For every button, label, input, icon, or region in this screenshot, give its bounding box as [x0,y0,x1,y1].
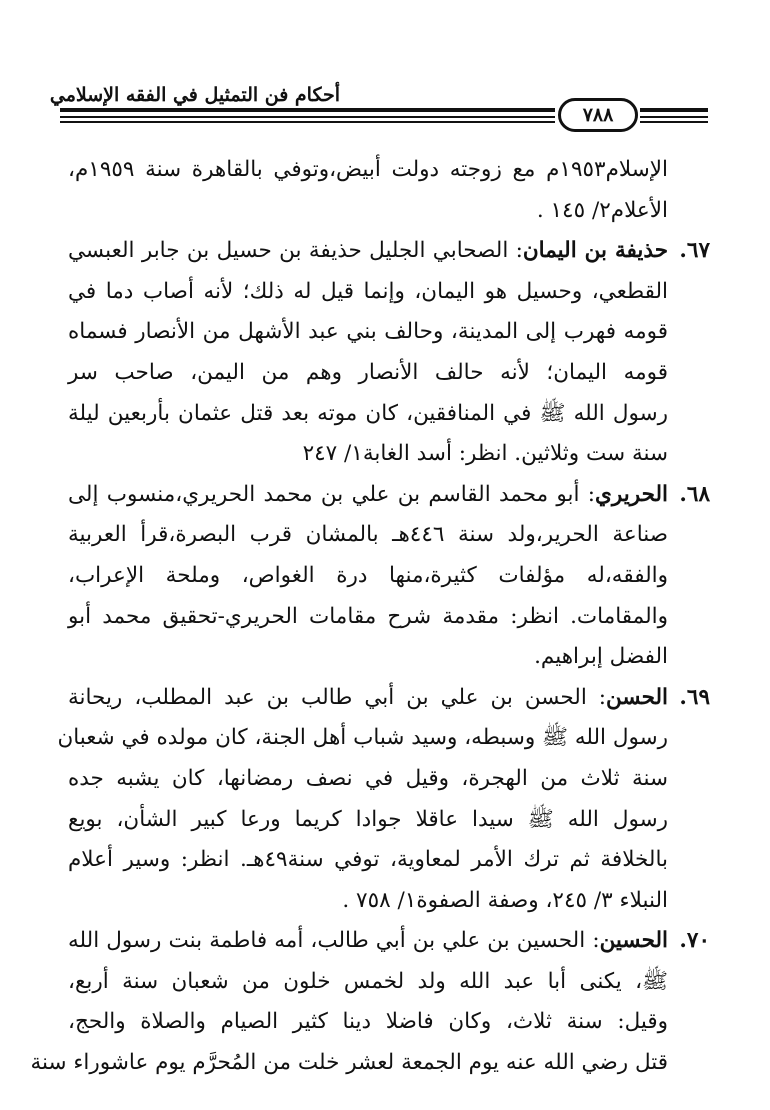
entry-number: ٧٠. [679,928,710,954]
entry-name: الحسن [606,684,668,710]
entry-text: : الحسن بن علي بن أبي طالب بن عبد المطلب، ريحانة [68,684,607,710]
header-rule [60,121,555,123]
main-text [30,150,710,1084]
text-line: والفقه،له مؤلفات كثيرة،منها درة الغواص، وملحة الإعراب، [68,562,668,588]
text-line: سنة ثلاث من الهجرة، وقيل في نصف رمضانها، كان يشبه جده [68,765,668,791]
header-rule [640,121,708,123]
text-line: النبلاء ٣/ ٢٤٥، وصفة الصفوة١/ ٧٥٨ . [342,887,668,913]
entry-number: ٦٨. [679,481,710,507]
text-line: وقيل: سنة ثلاث، وكان فاضلا دينا كثير الصيام والصلاة والحج، [68,1009,668,1035]
entry-number: ٦٧. [679,238,710,264]
text-line: الإسلام١٩٥٣م مع زوجته دولت أبيض،وتوفي بالقاهرة سنة ١٩٥٩م، [68,157,668,182]
entry-text: : أبو محمد القاسم بن علي بن محمد الحريري،منسوب إلى [68,481,596,507]
biography-entry [68,231,708,475]
page-number: ٧٨٨ [558,98,638,132]
text-line: الأعلام٢/ ١٤٥ . [536,197,668,223]
text-line: القطعي، وحسيل هو اليمان، وإنما قيل له ذلك؛ لأنه أصاب دما في [68,278,668,304]
text-line: قتل رضي الله عنه يوم الجمعة لعشر خلت من المُحرَّم يوم عاشوراء سنة [30,1050,668,1076]
header-rule [60,116,555,118]
running-title: أحكام فن التمثيل في الفقه الإسلامي [49,84,340,106]
text-line: صناعة الحرير،ولد سنة ٤٤٦هـ بالمشان قرب البصرة،قرأ العربية [68,522,669,548]
text-line: قومه فهرب إلى المدينة، وحالف بني عبد الأشهل من الأنصار فسماه [68,319,668,345]
text-line: والمقامات. انظر: مقدمة شرح مقامات الحريري-تحقيق محمد أبو [68,603,668,629]
text-line [68,921,668,962]
entry-name: الحريري [595,481,668,507]
header-rule [640,116,708,118]
text-line: رسول الله ﷺ سيدا عاقلا جوادا كريما ورعا كبير الشأن، بويع [68,806,668,832]
continuation-paragraph [68,150,708,231]
entry-text: : الصحابي الجليل حذيفة بن حسيل بن جابر العبسي [68,238,523,264]
text-line [68,231,668,272]
text-line: قومه اليمان؛ لأنه حالف الأنصار وهم من اليمن، صاحب سر [68,359,668,385]
text-line: رسول الله ﷺ وسبطه، وسيد شباب أهل الجنة، كان مولده في شعبان [57,725,668,751]
entry-number: ٦٩. [679,684,710,710]
text-line [68,678,668,719]
text-line: رسول الله ﷺ في المنافقين، كان موته بعد قتل عثمان بأربعين ليلة [68,400,668,426]
biography-entry [30,921,710,1083]
text-line: سنة ست وثلاثين. انظر: أسد الغابة١/ ٢٤٧ [302,441,668,467]
entry-name: الحسين [599,928,668,954]
text-line: الفضل إبراهيم. [534,644,668,670]
text-line: ﷺ، يكنى أبا عبد الله ولد لخمس خلون من شعبان سنة أربع، [68,968,668,994]
text-line: بالخلافة ثم ترك الأمر لمعاوية، توفي سنة٤٩هـ. انظر: وسير أعلام [68,847,668,873]
entry-name: حذيفة بن اليمان [522,238,668,264]
header-rule [640,108,708,112]
header-rule [60,108,555,112]
biography-entry [57,678,710,922]
text-line [68,475,668,516]
entry-text: : الحسين بن علي بن أبي طالب، أمه فاطمة بنت رسول الله [68,928,600,954]
biography-entry [68,475,708,678]
